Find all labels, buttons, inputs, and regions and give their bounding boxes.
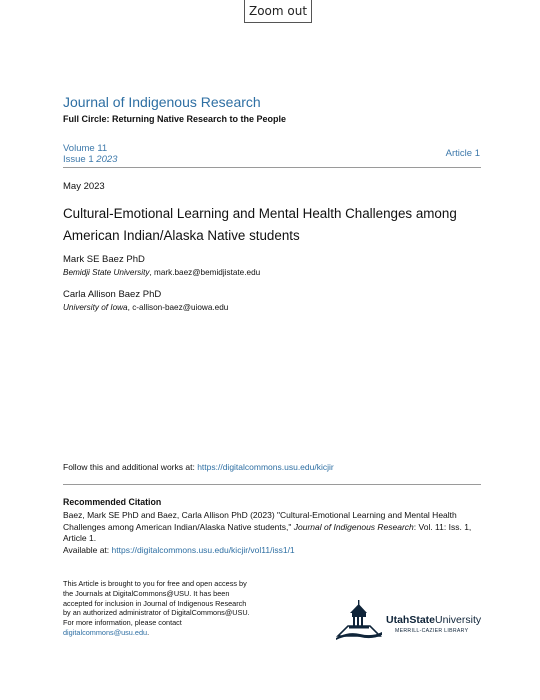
- issue-year: 2023: [96, 154, 118, 165]
- divider: [63, 167, 481, 168]
- divider: [63, 484, 481, 485]
- citation-heading: Recommended Citation: [63, 497, 162, 507]
- author-name: Carla Allison Baez PhD: [63, 289, 162, 300]
- author-name: Mark SE Baez PhD: [63, 254, 145, 265]
- article-number-link[interactable]: Article 1: [445, 148, 480, 159]
- citation-link[interactable]: https://digitalcommons.usu.edu/kicjir/vol11/iss1/1: [111, 545, 295, 555]
- follow-line: Follow this and additional works at: https://digitalcommons.usu.edu/kicjir: [63, 462, 334, 472]
- open-access-note: This Article is brought to you for free and open access by the Journals at DigitalCommons@USU. It has been accepted for inclusion in Journal of Indigenous Research by an authorized administrator of DigitalCommons@USU. For more information, please contact digitalcommons@usu.edu.: [63, 579, 250, 637]
- usu-building-icon: [336, 600, 384, 640]
- follow-link[interactable]: https://digitalcommons.usu.edu/kicjir: [197, 462, 334, 472]
- volume-issue[interactable]: [63, 143, 117, 165]
- usu-library-logo: [336, 600, 482, 640]
- journal-title-link[interactable]: Journal of Indigenous Research: [63, 94, 261, 110]
- article-title: Cultural-Emotional Learning and Mental Health Challenges among American Indian/Alaska Native students: [63, 206, 457, 243]
- author-affiliation: Bemidji State University, mark.baez@bemidjistate.edu: [63, 268, 261, 277]
- citation-text: Baez, Mark SE PhD and Baez, Carla Allison PhD (2023) "Cultural-Emotional Learning and Mental Health Challenges among American Indian/Alaska Native students," Journal of Indigenous Research: Vol. 11: Iss. 1, Article 1.: [63, 510, 472, 543]
- author-affiliation: University of Iowa, c-allison-baez@uiowa.edu: [63, 303, 229, 312]
- volume-label: Volume 11: [63, 143, 108, 154]
- zoom-out-button[interactable]: Zoom out: [244, 0, 312, 23]
- journal-subtitle: Full Circle: Returning Native Research to the People: [63, 114, 287, 124]
- logo-wordmark: UtahStateUniversity: [386, 614, 482, 626]
- citation-available: Available at: https://digitalcommons.usu.edu/kicjir/vol11/iss1/1: [63, 545, 295, 555]
- issue-label: Issue 1 2023: [63, 154, 118, 165]
- publication-date: May 2023: [63, 181, 105, 192]
- contact-email-link[interactable]: digitalcommons@usu.edu: [63, 627, 148, 637]
- logo-library-name: MERRILL-CAZIER LIBRARY: [395, 628, 469, 634]
